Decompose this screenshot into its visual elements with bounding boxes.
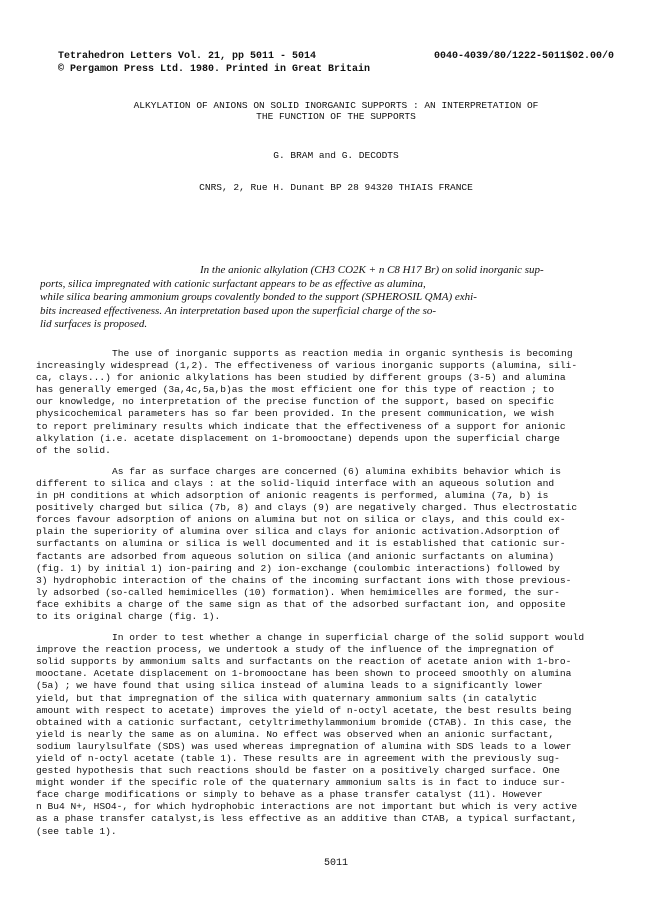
text-line: yield of n-octyl acetate (table 1). These results are in agreement with the previously sug- <box>36 753 560 764</box>
paragraph-3 <box>36 632 632 838</box>
text-line: (5a) ; we have found that using silica instead of alumina leads to a significantly lower <box>36 680 543 692</box>
text-line: yield is nearly the same as on alumina. No effect was observed when an anionic surfactant, <box>36 728 555 740</box>
text-line: positively charged but silica (7b, 8) and clays (9) are negatively charged. Thus electrostatic <box>36 502 578 514</box>
title-line-1: ALKYLATION OF ANIONS ON SOLID INORGANIC SUPPORTS : AN INTERPRETATION OF <box>133 100 539 111</box>
text-line: face charge modifications or simply to behave as a phase transfer catalyst (11). However <box>36 789 543 801</box>
text-line: improve the reaction process, we undertook a study of the influence of the impregnation of <box>36 644 555 656</box>
text-line: mooctane. Acetate displacement on 1-bromooctane has been shown to proceed smoothly on alumina <box>36 668 572 680</box>
page-header <box>58 50 614 76</box>
text-line: face exhibits a charge of the same sign as that of the adsorbed surfactant ion, and opposite <box>36 598 566 610</box>
text-line: As far as surface charges are concerned (6) alumina exhibits behavior which is <box>112 465 562 477</box>
text-line: The use of inorganic supports as reaction media in organic synthesis is becoming <box>112 348 573 359</box>
abstract-line: while silica bearing ammonium groups covalently bonded to the support (SPHEROSIL QMA) exhi- <box>40 291 477 304</box>
text-line: has generally emerged (3a,4c,5a,b)as the most efficient one for this type of reaction ; to <box>36 384 555 396</box>
text-line: gested hypothesis that such reactions should be faster on a positively charged surface. One <box>36 765 560 777</box>
text-line: our knowledge, no interpretation of the precise function of the support, based on specific <box>36 396 555 408</box>
text-line: (fig. 1) by initial 1) ion-pairing and 2) ion-exchange (coulombic interactions) followed by <box>36 562 560 574</box>
text-line: plain the superiority of alumina over silica and clays for anionic activation.Adsorption of <box>36 526 560 538</box>
abstract-line: bits increased effectiveness. An interpretation based upon the superficial charge of the so- <box>40 304 437 317</box>
paragraph-1 <box>36 348 632 457</box>
article-title <box>0 100 672 122</box>
text-line: as a phase transfer catalyst,is less effective as an additive than CTAB, a typical surfactant, <box>36 813 578 825</box>
text-line: yield, but that impregnation of the silica with quaternary ammonium salts (in catalytic <box>36 692 537 704</box>
text-line: n Bu4 N+, HSO4-, for which hydrophobic interactions are not important but which is very active <box>36 801 578 813</box>
page-number: 5011 <box>323 858 348 869</box>
text-line: different to silica and clays : at the solid-liquid interface with an aqueous solution and <box>36 477 555 489</box>
text-line: of the solid. <box>36 444 111 456</box>
text-line: surfactants on alumina or silica is well documented and it is established that cationic sur- <box>36 538 566 550</box>
body-text <box>36 348 632 847</box>
text-line: to its original charge (fig. 1). <box>36 610 221 622</box>
text-line: in pH conditions at which adsorption of anionic reagents is performed, alumina (7a, b) is <box>36 490 549 502</box>
text-line: forces favour adsorption of anions on alumina but not on silica or clays, and this could ex- <box>36 514 566 526</box>
author-line: G. BRAM and G. DECODTS <box>273 150 399 161</box>
text-line: obtained with a cationic surfactant, cetyltrimethylammonium bromide (CTAB). In this case, the <box>36 716 572 728</box>
text-line: physicochemical parameters has so far been provided. In the present communication, we wish <box>36 408 555 420</box>
abstract-line: lid surfaces is proposed. <box>40 318 148 331</box>
paragraph-2 <box>36 466 632 623</box>
abstract-line: In the anionic alkylation (CH3 CO2K + n C8 H17 Br) on solid inorganic sup- <box>200 264 544 276</box>
text-line: factants are adsorbed from aqueous solution on silica (and anionic surfactants on alumina) <box>36 550 555 562</box>
article-code: 0040-4039/80/1222-5011$02.00/0 <box>433 51 614 62</box>
abstract <box>40 264 614 332</box>
text-line: to report preliminary results which indicate that the effectiveness of a support for anionic <box>36 420 566 432</box>
abstract-line: ports, silica impregnated with cationic surfactant appears to be as effective as alumina, <box>40 277 426 290</box>
text-line: (see table 1). <box>36 825 117 837</box>
affiliation-line: CNRS, 2, Rue H. Dunant BP 28 94320 THIAIS FRANCE <box>199 182 473 193</box>
text-line: ca, clays...) for anionic alkylations has been studied by different groups (3-5) and alumina <box>36 372 566 384</box>
text-line: amount with respect to acetate) improves the yield of n-octyl acetate, the best results being <box>36 704 572 716</box>
text-line: solid supports by ammonium salts and surfactants on the reaction of acetate anion with 1-bro- <box>36 656 572 668</box>
text-line: might wonder if the specific role of the quaternary ammonium salts is in fact to induce sur- <box>36 777 566 789</box>
text-line: In order to test whether a change in superficial charge of the solid support would <box>112 632 585 644</box>
text-line: ly adsorbed (so-called hemimicelles (10) formation). When hemimicelles are formed, the sur- <box>36 586 560 598</box>
text-line: sodium laurylsulfate (SDS) was used whereas impregnation of alumina with SDS leads to a lower <box>36 740 572 752</box>
journal-citation: Tetrahedron Letters Vol. 21, pp 5011 - 5014 <box>58 51 317 62</box>
text-line: 3) hydrophobic interaction of the chains of the incoming surfactant ions with those previous- <box>36 574 572 586</box>
title-line-2: THE FUNCTION OF THE SUPPORTS <box>256 111 416 122</box>
text-line: increasingly widespread (1,2). The effectiveness of various inorganic supports (alumina, sili- <box>36 360 578 372</box>
text-line: alkylation (i.e. acetate displacement on 1-bromooctane) depends upon the superficial charge <box>36 432 560 444</box>
publisher-line: © Pergamon Press Ltd. 1980. Printed in Great Britain <box>58 64 371 75</box>
